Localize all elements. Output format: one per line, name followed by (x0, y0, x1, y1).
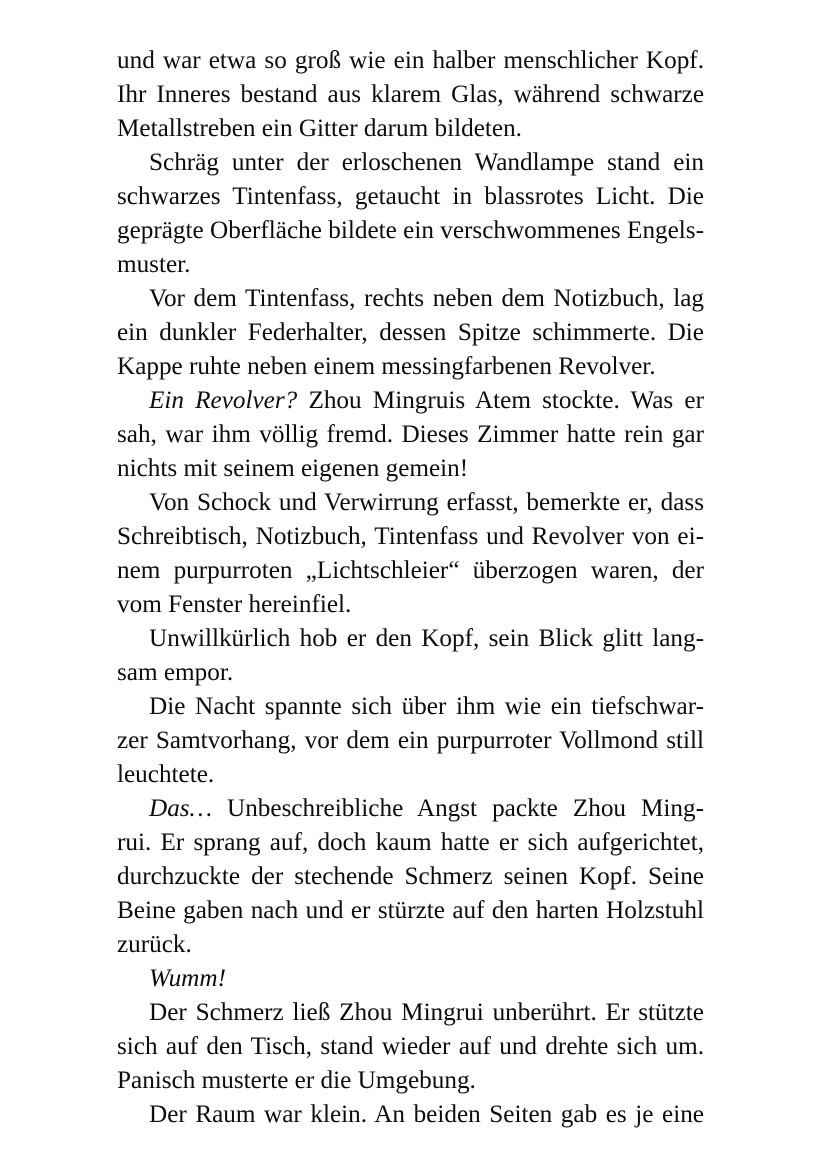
text-line (117, 316, 704, 350)
text-line (117, 962, 704, 996)
paragraph (117, 792, 704, 962)
text-line (117, 180, 704, 214)
text-line (117, 928, 704, 962)
text-segment: durchzuckte der stechende Schmerz seinen Kopf. Seine (117, 863, 704, 890)
text-segment: leuchtete. (117, 761, 215, 788)
text-line (117, 826, 704, 860)
text-line (117, 860, 704, 894)
text-line (117, 384, 704, 418)
text-line (117, 486, 704, 520)
text-line (117, 1064, 704, 1098)
text-segment: nichts mit seinem eigenen gemein! (117, 455, 469, 482)
text-line (117, 1030, 704, 1064)
paragraph (117, 622, 704, 690)
text-segment: Von Schock und Verwirrung erfasst, bemerkte er, dass (149, 489, 704, 516)
text-line (117, 656, 704, 690)
text-line (117, 588, 704, 622)
text-segment: Beine gaben nach und er stürzte auf den harten Holzstuhl (117, 897, 704, 924)
text-line (117, 214, 704, 248)
text-segment-italic: Wumm! (149, 965, 226, 992)
text-segment: Vor dem Tintenfass, rechts neben dem Notizbuch, lag (149, 285, 704, 312)
text-line (117, 690, 704, 724)
text-line (117, 248, 704, 282)
text-segment: vom Fenster hereinfiel. (117, 591, 352, 618)
paragraph (117, 1098, 704, 1132)
paragraph (117, 282, 704, 384)
text-segment: Schräg unter der erloschenen Wandlampe stand ein (149, 149, 704, 176)
text-segment: Unbeschreibliche Angst packte Zhou Ming- (211, 795, 704, 822)
paragraph (117, 962, 704, 996)
text-segment: und war etwa so groß wie ein halber menschlicher Kopf. (117, 47, 704, 74)
paragraph (117, 486, 704, 622)
text-segment: ein dunkler Federhalter, dessen Spitze schimmerte. Die (117, 319, 704, 346)
text-segment: sam empor. (117, 659, 234, 686)
text-line (117, 724, 704, 758)
text-segment: Schreibtisch, Notizbuch, Tintenfass und Revolver von ei- (117, 523, 704, 550)
text-segment: geprägte Oberfläche bildete ein verschwommenes Engels- (117, 217, 704, 244)
text-line (117, 554, 704, 588)
text-segment: Kappe ruhte neben einem messingfarbenen Revolver. (117, 353, 656, 380)
text-line (117, 78, 704, 112)
text-segment-italic: Ein Revolver? (149, 387, 298, 414)
text-segment: Metallstreben ein Gitter darum bildeten. (117, 115, 522, 142)
text-segment: sah, war ihm völlig fremd. Dieses Zimmer hatte rein gar (117, 421, 704, 448)
text-line (117, 622, 704, 656)
text-line (117, 350, 704, 384)
text-segment: Der Schmerz ließ Zhou Mingrui unberührt. Er stützte (149, 999, 704, 1026)
text-line (117, 418, 704, 452)
paragraph (117, 690, 704, 792)
text-line (117, 996, 704, 1030)
text-segment: Ihr Inneres bestand aus klarem Glas, während schwarze (117, 81, 704, 108)
paragraph (117, 44, 704, 146)
text-line (117, 282, 704, 316)
text-line (117, 894, 704, 928)
text-line (117, 520, 704, 554)
text-segment: zer Samtvorhang, vor dem ein purpurroter Vollmond still (117, 727, 704, 754)
text-line (117, 146, 704, 180)
page-text (117, 44, 704, 1132)
text-segment: Die Nacht spannte sich über ihm wie ein tiefschwar- (149, 693, 704, 720)
text-segment: Der Raum war klein. An beiden Seiten gab es je eine (149, 1101, 704, 1128)
text-segment: sich auf den Tisch, stand wieder auf und drehte sich um. (117, 1033, 704, 1060)
text-line (117, 758, 704, 792)
text-segment: Unwillkürlich hob er den Kopf, sein Blick glitt lang- (149, 625, 704, 652)
text-segment: schwarzes Tintenfass, getaucht in blassrotes Licht. Die (117, 183, 704, 210)
text-line (117, 452, 704, 486)
paragraph (117, 996, 704, 1098)
text-line (117, 1098, 704, 1132)
text-segment: Zhou Mingruis Atem stockte. Was er (297, 387, 704, 414)
text-line (117, 44, 704, 78)
text-segment: muster. (117, 251, 191, 278)
text-segment-italic: Das… (149, 795, 212, 822)
text-line (117, 112, 704, 146)
text-segment: zurück. (117, 931, 192, 958)
text-segment: nem purpurroten „Lichtschleier“ überzogen waren, der (117, 557, 704, 584)
text-segment: Panisch musterte er die Umgebung. (117, 1067, 476, 1094)
paragraph (117, 384, 704, 486)
text-line (117, 792, 704, 826)
paragraph (117, 146, 704, 282)
text-segment: rui. Er sprang auf, doch kaum hatte er sich aufgerichtet, (117, 829, 704, 856)
